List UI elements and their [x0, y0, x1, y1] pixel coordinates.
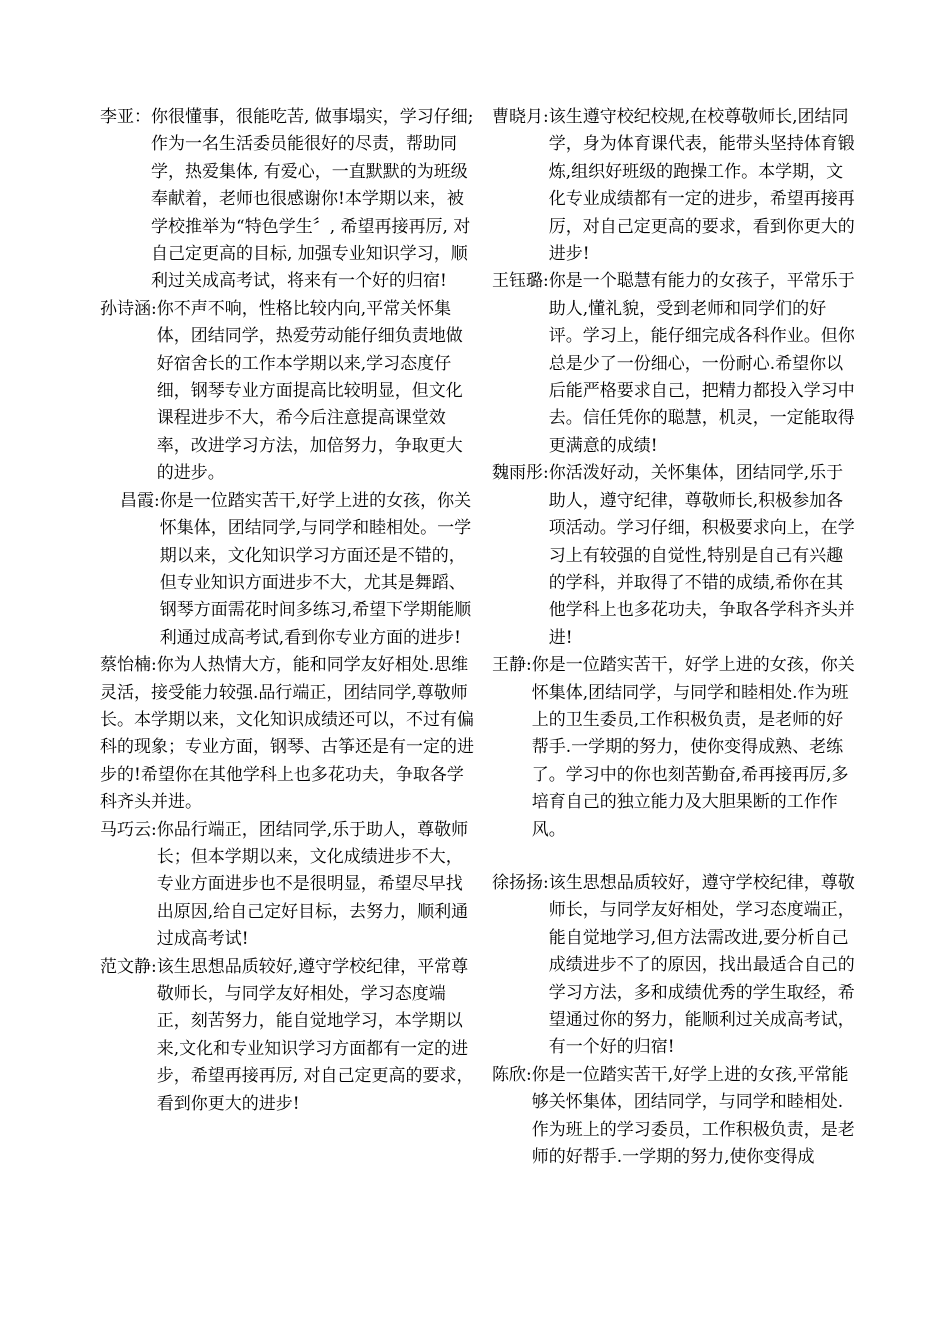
right-column — [492, 104, 860, 1171]
comment-text: 你是一位踏实苦干,好学上进的女孩,平常能够关怀集体，团结同学，与同学和睦相处.作为班上的学习委员，工作积极负责，是老师的好帮手.一学期的努力,使你变得成 — [531, 1064, 855, 1168]
left-column — [100, 104, 478, 1118]
comment-text: 你是一位踏实苦干，好学上进的女孩，你关怀集体,团结同学，与同学和睦相处.作为班上的卫生委员,工作积极负责，是老师的好帮手.一学期的努力，使你变得成熟、老练了。学习中的你也刻苦勤奋,希再接再厉,多培育自己的独立能力及大胆果断的工作作风。 — [531, 655, 855, 840]
comment-entry — [100, 104, 478, 296]
comment-text: 该生遵守校纪校规,在校尊敬师长,团结同学，身为体育课代表，能带头坚持体育锻炼,组织好班级的跑操工作。本学期，文化专业成绩都有一定的进步，希望再接再厉，对自己定更高的要求，看到你更大的进步! — [548, 107, 855, 265]
comment-entry — [100, 954, 478, 1118]
student-name: 陈欣: — [492, 1064, 532, 1085]
student-name: 昌霞: — [120, 490, 160, 511]
comment-text: 蔡怡楠:你为人热情大方，能和同学友好相处.思维灵活，接受能力较强.品行端正，团结同学,尊敬师长。本学期以来，文化知识成绩还可以，不过有偏科的现象；专业方面，钢琴、古筝还是有一定的进步的!希望你在其他学科上也多花功夫，争取各学科齐头并进。 — [100, 655, 474, 813]
comment-entry — [100, 652, 478, 816]
student-name: 范文静: — [100, 956, 157, 977]
comment-text: 该生思想品质较好，遵守学校纪律，尊敬师长，与同学友好相处，学习态度端正，能自觉地学习,但方法需改进,要分析自己成绩进步不了的原因，找出最适合自己的学习方法，多和成绩优秀的学生取经，希望通过你的努力，能顺利过关成高考试，有一个好的归宿! — [548, 872, 855, 1058]
student-name: 蔡怡楠: — [100, 655, 157, 676]
comment-text: 你是一位踏实苦干,好学上进的女孩，你关怀集体，团结同学,与同学和睦相处。一学期以来，文化知识学习方面还是不错的，但专业知识方面进步不大，尤其是舞蹈、钢琴方面需花时间多练习,希望下学期能顺利通过成高考试,看到你专业方面的进步! — [159, 490, 472, 648]
student-name: 王静: — [492, 655, 532, 676]
comment-text: 该生思想品质较好,遵守学校纪律，平常尊敬师长，与同学友好相处，学习态度端正，刻苦努力，能自觉地学习，本学期以来,文化和专业知识学习方面都有一定的进步，希望再接再厉, 对自己定更高的要求，看到你更大的进步! — [156, 956, 474, 1114]
comment-entry — [492, 268, 860, 460]
comment-text: 你品行端正，团结同学,乐于助人，尊敬师长；但本学期以来，文化成绩进步不大，专业方面进步也不是很明显，希望尽早找出原因,给自己定好目标，去努力，顺利通过成高考试! — [156, 819, 469, 950]
student-name: 马巧云: — [100, 819, 157, 840]
comment-text: 你很懂事，很能吃苦, 做事塌实，学习仔细;作为一名生活委员能很好的尽责，帮助同学，热爱集体, 有爱心，一直默默的为班级奉献着，老师也很感谢你!本学期以来，被学校推举为“特色学生〞, 希望再接再厉, 对自己定更高的目标, 加强专业知识学习，顺利过关成高考试，将来有一个好的归宿! — [151, 107, 474, 292]
comment-text: 你活泼好动，关怀集体，团结同学,乐于助人，遵守纪律，尊敬师长,积极参加各项活动。学习仔细，积极要求向上，在学习上有较强的自觉性,特别是自己有兴趣的学科，并取得了不错的成绩,希你在其他学科上也多花功夫，争取各学科齐头并进! — [548, 463, 855, 648]
comment-entry — [492, 1062, 860, 1172]
comment-entry — [100, 817, 478, 954]
comment-text: 你不声不响，性格比较内向,平常关怀集体，团结同学，热爱劳动能仔细负责地做好宿舍长的工作本学期以来,学习态度仔细，钢琴专业方面提高比较明显，但文化课程进步不大，希今后注意提高课堂效率，改进学习方法，加倍努力，争取更大的进步。 — [156, 298, 463, 484]
comment-entry — [492, 460, 860, 652]
comment-entry — [492, 652, 860, 844]
student-name: 王钰璐: — [492, 271, 549, 292]
comment-entry — [492, 104, 860, 268]
comment-entry — [100, 296, 478, 488]
student-name: 孙诗涵: — [100, 298, 157, 319]
student-name: 曹晓月: — [492, 107, 549, 127]
comment-entry — [100, 488, 478, 652]
student-name: 徐扬扬: — [492, 872, 549, 893]
comment-text: 你是一个聪慧有能力的女孩子，平常乐于助人,懂礼貌，受到老师和同学们的好评。学习上，能仔细完成各科作业。但你总是少了一份细心，一份耐心.希望你以后能严格要求自己，把精力都投入学习中去。信任凭你的聪慧，机灵，一定能取得更满意的成绩! — [548, 271, 855, 456]
paragraph-gap — [492, 844, 860, 870]
student-name: 魏雨彤: — [492, 463, 549, 484]
student-name: 李亚： — [100, 107, 151, 127]
comment-entry — [492, 870, 860, 1062]
